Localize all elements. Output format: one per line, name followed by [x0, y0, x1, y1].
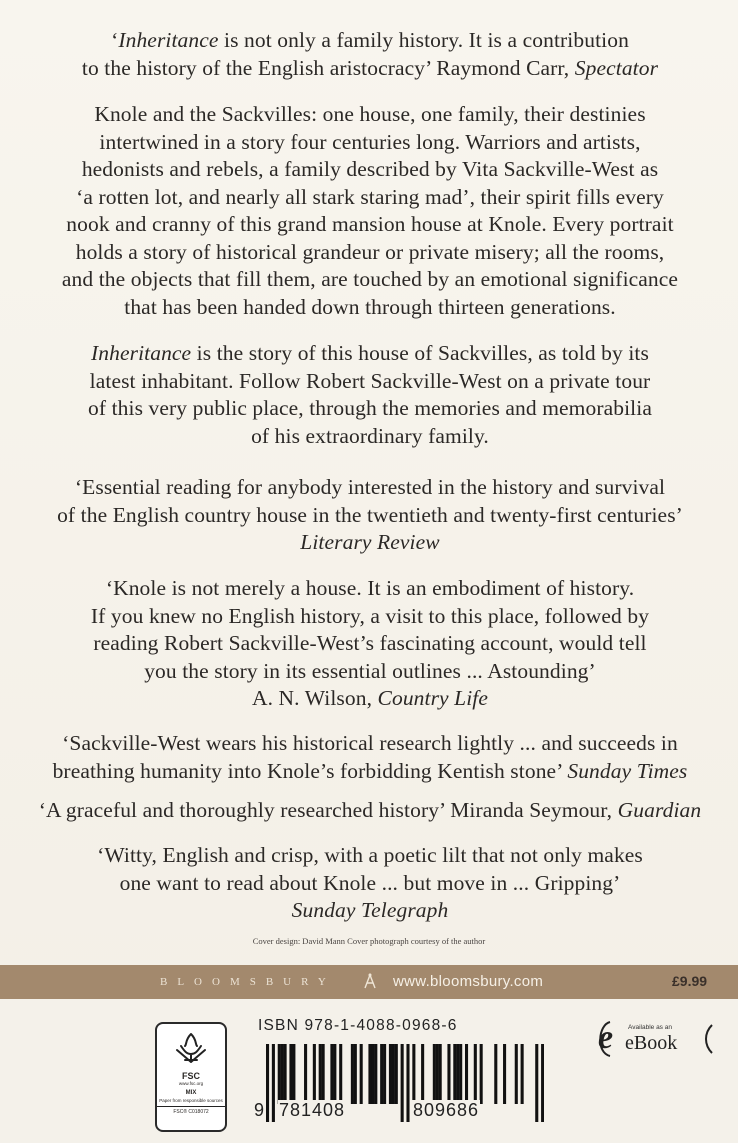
quote-line: of the English country house in the twentieth and twenty-first centuries’: [57, 502, 683, 527]
price-label: £9.99: [672, 973, 708, 989]
barcode-bar: [456, 1044, 459, 1104]
barcode-bar: [383, 1044, 386, 1104]
quote-source: Country Life: [377, 686, 489, 710]
barcode-bar: [436, 1044, 439, 1104]
publisher-name: BLOOMSBURY: [160, 976, 336, 988]
blurb-line: of his extraordinary family.: [251, 423, 489, 448]
blurb-line: ‘a rotten lot, and nearly all stark staring mad’, their spirit fills every: [76, 184, 664, 209]
publisher-band: [0, 965, 738, 999]
barcode-bar: [319, 1044, 322, 1104]
quote-source: Literary Review: [300, 530, 440, 554]
barcode-bar: [322, 1044, 325, 1104]
barcode-bar: [392, 1044, 395, 1104]
barcode-bar: [395, 1044, 398, 1104]
quote-line: ‘Sackville-West wears his historical research lightly ... and succeeds in: [62, 731, 678, 755]
barcode-bar: [330, 1044, 333, 1104]
barcode-bar: [412, 1044, 415, 1104]
blurb-line: Knole and the Sackvilles: one house, one family, their destinies: [94, 102, 646, 126]
blurb-line: of this very public place, through the memories and memorabilia: [88, 396, 652, 420]
barcode-bar: [360, 1044, 363, 1104]
quote-line: breathing humanity into Knole’s forbidding Kentish stone’: [52, 758, 568, 783]
ebook-word: eBook: [625, 1032, 678, 1054]
blurb-line: holds a story of historical grandeur or private misery; all the rooms,: [75, 239, 665, 264]
barcode-right-digits: 809686: [413, 1100, 480, 1120]
quote-source: Spectator: [574, 55, 659, 80]
ebook-e-letter: e: [598, 1019, 614, 1056]
cover-credits: Cover design: David Mann Cover photograph courtesy of the author: [252, 936, 486, 946]
quote-line: one want to read about Knole ... but move in ... Gripping’: [119, 870, 621, 895]
barcode-bar: [421, 1044, 424, 1104]
quote-open-mark: ‘: [111, 28, 119, 52]
barcode-bar: [266, 1044, 269, 1122]
quote-line: ‘Essential reading for anybody interested in the history and survival: [74, 475, 666, 499]
barcode-bar: [333, 1044, 336, 1104]
barcode-bar: [284, 1044, 287, 1104]
blurb-line: latest inhabitant. Follow Robert Sackville-West on a private tour: [89, 368, 651, 393]
quote-sunday-telegraph: [20, 842, 720, 925]
barcode-bar: [474, 1044, 477, 1104]
barcode-bar: [433, 1044, 436, 1104]
publisher-url: www.bloomsbury.com: [393, 973, 544, 990]
barcode-bar: [380, 1044, 383, 1104]
book-title: Inheritance: [118, 28, 219, 52]
barcode-bar: [281, 1044, 284, 1104]
barcode-bar: [503, 1044, 506, 1104]
barcode-bar: [406, 1044, 409, 1122]
blurb-line: that has been handed down through thirteen generations.: [124, 294, 616, 319]
barcode-bar: [439, 1044, 442, 1104]
quote-guardian: [20, 797, 720, 825]
quote-wilson: [20, 575, 720, 713]
blurb-line: hedonists and rebels, a family described by Vita Sackville-West as: [81, 157, 659, 181]
barcode-bar: [371, 1044, 374, 1104]
barcode-bar: [368, 1044, 371, 1104]
barcode-bar: [465, 1044, 468, 1104]
quote-literary-review: [20, 474, 720, 557]
barcode-bar: [354, 1044, 357, 1104]
barcode-bar: [292, 1044, 295, 1104]
blurb-paragraph-2: [20, 340, 720, 450]
barcode-lead-digit: 9: [254, 1100, 266, 1120]
fsc-tree-icon: [157, 1032, 225, 1071]
bloomsbury-logo-icon: [362, 972, 378, 990]
blurb-line: is the story of this house of Sackvilles, as told by its: [191, 341, 649, 365]
fsc-code: FSC® C018072: [157, 1106, 225, 1115]
quote-source: Sunday Telegraph: [291, 898, 449, 922]
barcode-bar: [494, 1044, 497, 1104]
fsc-badge: [155, 1022, 227, 1132]
barcode-bar: [535, 1044, 538, 1122]
quote-line: ‘Witty, English and crisp, with a poetic lilt that not only makes: [97, 843, 643, 867]
barcode-bar: [521, 1044, 524, 1104]
barcode-bar: [278, 1044, 281, 1104]
barcode-bar: [480, 1044, 483, 1104]
quote-source: Sunday Times: [567, 758, 688, 783]
barcode-bar: [313, 1044, 316, 1104]
quote-carr: [20, 27, 720, 82]
barcode-bar: [272, 1044, 275, 1122]
isbn-label: ISBN 978-1-4088-0968-6: [258, 1017, 458, 1034]
quote-author: A. N. Wilson,: [251, 686, 378, 710]
quote-line: reading Robert Sackville-West’s fascinating account, would tell: [93, 631, 647, 655]
quote-text: is not only a family history. It is a contribution: [218, 28, 629, 52]
barcode-bar: [515, 1044, 518, 1104]
barcode-bar: [374, 1044, 377, 1104]
blurb-line: nook and cranny of this grand mansion house at Knole. Every portrait: [66, 212, 674, 236]
barcode-bar: [304, 1044, 307, 1104]
quote-line: If you knew no English history, a visit to this place, followed by: [90, 603, 650, 628]
blurb-paragraph: [20, 101, 720, 321]
barcode-bar: [351, 1044, 354, 1104]
fsc-paper-text: Paper from responsible sources: [159, 1098, 223, 1103]
quote-text: to the history of the English aristocracy’ Raymond Carr,: [81, 55, 575, 80]
blurb-line: intertwined in a story four centuries long. Warriors and artists,: [99, 129, 641, 154]
book-title: Inheritance: [91, 341, 192, 365]
barcode-bar: [289, 1044, 292, 1104]
barcode-bar: [389, 1044, 392, 1104]
blurb-line: and the objects that fill them, are touched by an emotional significance: [61, 267, 679, 291]
quote-line: ‘Knole is not merely a house. It is an embodiment of history.: [105, 576, 635, 600]
quote-source: Guardian: [617, 798, 702, 822]
barcode-left-digits: 781408: [279, 1100, 346, 1120]
ebook-available-text: Available as an: [628, 1024, 672, 1031]
quote-line: ‘A graceful and thoroughly researched history’ Miranda Seymour,: [38, 798, 618, 822]
barcode-bar: [401, 1044, 404, 1122]
barcode-bar: [541, 1044, 544, 1122]
ebook-badge: [592, 1019, 718, 1059]
fsc-mix: MIX: [185, 1090, 197, 1096]
quote-sunday-times: [20, 730, 720, 785]
barcode-bar: [453, 1044, 456, 1104]
fsc-url: www.fsc.org: [178, 1081, 204, 1086]
barcode-bar: [339, 1044, 342, 1104]
fsc-label: FSC: [182, 1071, 200, 1081]
barcode-bar: [447, 1044, 450, 1104]
quote-line: you the story in its essential outlines ... Astounding’: [144, 658, 596, 683]
barcode-bar: [459, 1044, 462, 1104]
